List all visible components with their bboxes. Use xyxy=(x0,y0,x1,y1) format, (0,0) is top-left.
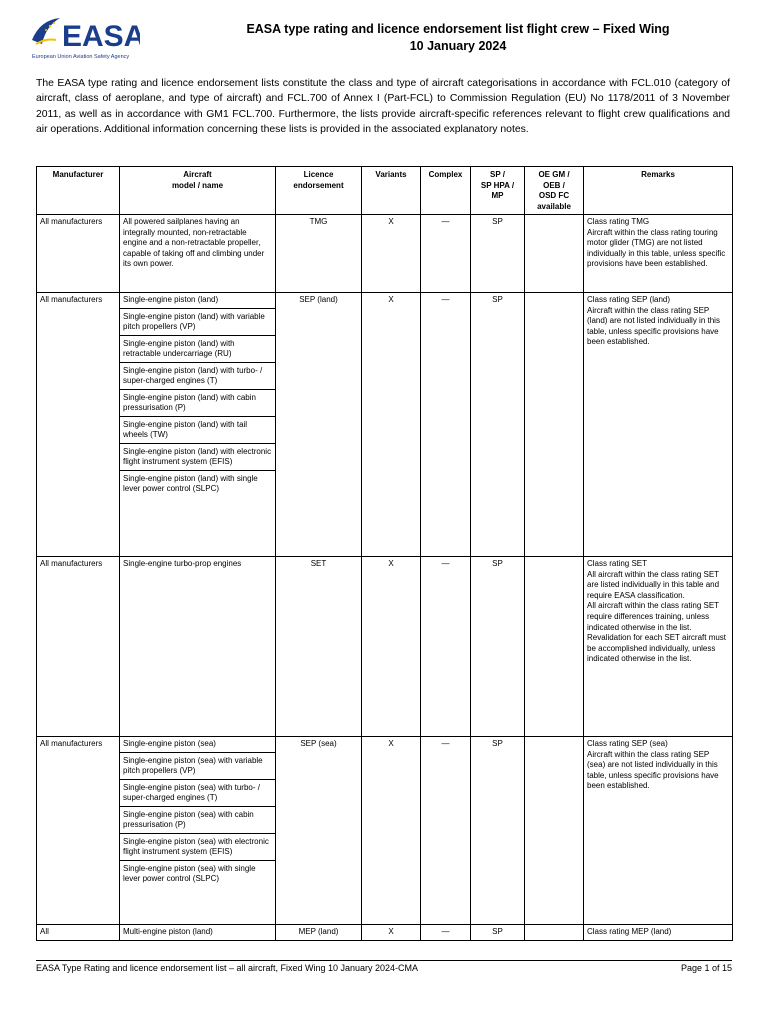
table-row xyxy=(37,215,733,293)
cell-sp: SP xyxy=(471,557,525,737)
page-header xyxy=(30,14,736,62)
aircraft-model: Single-engine piston (sea) with turbo- / super-charged engines (T) xyxy=(120,779,275,806)
cell-aircraft-models xyxy=(120,557,276,737)
header-oe: OE GM / OEB / OSD FC available xyxy=(525,167,584,215)
easa-logo-mark xyxy=(30,14,140,54)
remark-line: Class rating MEP (land) xyxy=(587,927,672,936)
aircraft-model: Single-engine piston (sea) with cabin pressurisation (P) xyxy=(120,806,275,833)
table-row xyxy=(37,925,733,941)
aircraft-model: Single-engine piston (sea) with single lever power control (SLPC) xyxy=(120,860,275,887)
easa-logo xyxy=(30,14,140,64)
cell-oe xyxy=(525,925,584,941)
cell-oe xyxy=(525,557,584,737)
cell-aircraft-models xyxy=(120,215,276,293)
remark-line: Class rating TMG xyxy=(587,217,650,226)
cell-manufacturer: All manufacturers xyxy=(37,737,120,925)
remark-line: Class rating SEP (sea) xyxy=(587,739,668,748)
aircraft-model: Multi-engine piston (land) xyxy=(123,927,213,936)
cell-manufacturer: All manufacturers xyxy=(37,293,120,557)
cell-variants: X xyxy=(362,215,421,293)
cell-aircraft-models xyxy=(120,737,276,925)
cell-remarks xyxy=(584,557,733,737)
cell-sp: SP xyxy=(471,737,525,925)
cell-aircraft-models xyxy=(120,925,276,941)
cell-remarks xyxy=(584,737,733,925)
intro-paragraph: The EASA type rating and licence endorsement lists constitute the class and type of aircraft categorisations in accordance with FCL.010 (category of aircraft, class of aeroplane, and type of aircraft) and FCL.700 of Annex I (Part-FCL) to Commission Regulation (EU) No 1178/2011 of 3 November 2011, as well as in accordance with GM1 FCL.700. Furthermore, the lists provide aircraft-specific references relevant to flight crew qualifications and air operations. Additional information concerning these lists is provided in the associated explanatory notes. xyxy=(36,78,730,136)
logo-text: EASA xyxy=(62,20,140,53)
cell-licence: SEP (sea) xyxy=(276,737,362,925)
cell-licence: TMG xyxy=(276,215,362,293)
cell-aircraft-models xyxy=(120,293,276,557)
header-licence: Licence endorsement xyxy=(276,167,362,215)
aircraft-model: Single-engine piston (land) with retractable undercarriage (RU) xyxy=(120,335,275,362)
cell-complex: — xyxy=(421,293,471,557)
remark-line: Aircraft within the class rating SEP (land) are not listed individually in this table, unless specific provisions have been established. xyxy=(587,305,720,347)
aircraft-model: Single-engine piston (sea) with variable pitch propellers (VP) xyxy=(120,752,275,779)
footer-page-number: Page 1 of 15 xyxy=(680,963,732,973)
cell-remarks xyxy=(584,215,733,293)
cell-variants: X xyxy=(362,293,421,557)
cell-sp: SP xyxy=(471,925,525,941)
remark-line: Aircraft within the class rating touring motor glider (TMG) are not listed individually in this table, unless specific provisions have been established. xyxy=(587,227,726,269)
header-aircraft: Aircraft model / name xyxy=(120,167,276,215)
table-header-row xyxy=(37,167,733,215)
remark-line: Aircraft within the class rating SEP (sea) are not listed individually in this table, unless specific provisions have been established. xyxy=(587,749,719,791)
aircraft-model: Single-engine turbo-prop engines xyxy=(123,559,242,568)
cell-manufacturer: All manufacturers xyxy=(37,215,120,293)
header-manufacturer: Manufacturer xyxy=(37,167,120,215)
logo-subtitle: European Union Aviation Safety Agency xyxy=(32,54,130,60)
page-footer xyxy=(36,960,732,973)
table-row xyxy=(37,557,733,737)
aircraft-model: All powered sailplanes having an integrally mounted, non-retractable engine and a non-retractable propeller, capable of taking off and climbing under its own power. xyxy=(123,217,265,268)
header-variants: Variants xyxy=(362,167,421,215)
cell-manufacturer: All manufacturers xyxy=(37,557,120,737)
cell-oe xyxy=(525,293,584,557)
table-row xyxy=(37,737,733,925)
aircraft-model: Single-engine piston (land) with turbo- / super-charged engines (T) xyxy=(120,362,275,389)
cell-oe xyxy=(525,737,584,925)
header-remarks: Remarks xyxy=(584,167,733,215)
cell-licence: SET xyxy=(276,557,362,737)
aircraft-model: Single-engine piston (land) with single lever power control (SLPC) xyxy=(120,470,275,497)
endorsement-table xyxy=(36,166,733,941)
cell-licence: SEP (land) xyxy=(276,293,362,557)
cell-remarks xyxy=(584,293,733,557)
table-row xyxy=(37,293,733,557)
remark-line: Revalidation for each SET aircraft must be accomplished individually, unless indicated otherwise in the list. xyxy=(587,633,727,664)
cell-licence: MEP (land) xyxy=(276,925,362,941)
cell-variants: X xyxy=(362,925,421,941)
aircraft-model: Single-engine piston (land) with electronic flight instrument system (EFIS) xyxy=(120,443,275,470)
aircraft-model: Single-engine piston (land) with cabin pressurisation (P) xyxy=(120,389,275,416)
cell-complex: — xyxy=(421,557,471,737)
cell-complex: — xyxy=(421,737,471,925)
aircraft-model: Single-engine piston (land) with variable pitch propellers (VP) xyxy=(120,308,275,335)
table-body xyxy=(37,215,733,941)
cell-sp: SP xyxy=(471,215,525,293)
cell-variants: X xyxy=(362,557,421,737)
remark-line: All aircraft within the class rating SET are listed individually in this table and require EASA classification. xyxy=(587,569,720,600)
aircraft-model: Single-engine piston (land) xyxy=(123,295,219,304)
header-sp: SP / SP HPA / MP xyxy=(471,167,525,215)
remark-line: All aircraft within the class rating SET require differences training, unless indicated otherwise in the list. xyxy=(587,601,719,632)
aircraft-model: Single-engine piston (sea) xyxy=(123,739,216,748)
cell-complex: — xyxy=(421,925,471,941)
cell-variants: X xyxy=(362,737,421,925)
aircraft-model: Single-engine piston (sea) with electronic flight instrument system (EFIS) xyxy=(120,833,275,860)
cell-complex: — xyxy=(421,215,471,293)
cell-manufacturer: All xyxy=(37,925,120,941)
remark-line: Class rating SEP (land) xyxy=(587,295,670,304)
cell-sp: SP xyxy=(471,293,525,557)
remark-line: Class rating SET xyxy=(587,559,648,568)
header-complex: Complex xyxy=(421,167,471,215)
title-line-2: 10 January 2024 xyxy=(409,39,507,53)
title-line-1: EASA type rating and licence endorsement list flight crew – Fixed Wing xyxy=(246,22,670,36)
aircraft-model: Single-engine piston (land) with tail wheels (TW) xyxy=(120,416,275,443)
cell-oe xyxy=(525,215,584,293)
cell-remarks xyxy=(584,925,733,941)
footer-document-name: EASA Type Rating and licence endorsement list – all aircraft, Fixed Wing 10 January 2024-CMA xyxy=(36,963,419,973)
document-title xyxy=(180,21,736,55)
